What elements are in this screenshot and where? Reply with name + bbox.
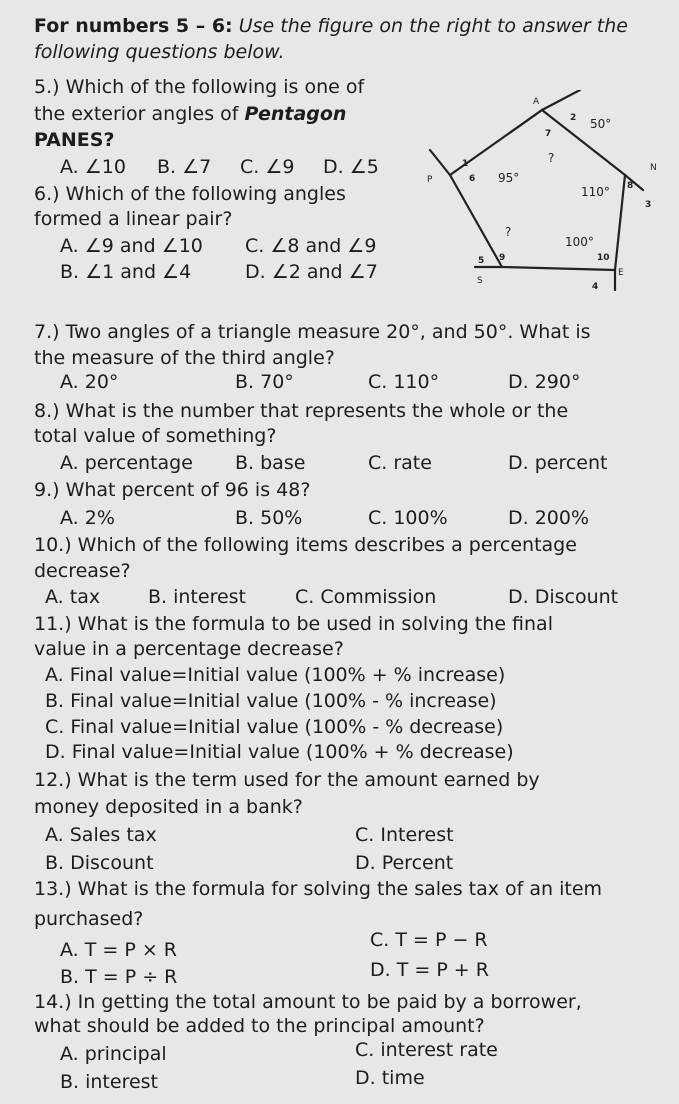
q11-line-2: value in a percentage decrease? — [34, 638, 344, 660]
q7-line-1: 7.) Two angles of a triangle measure 20°, and 50°. What is — [34, 321, 591, 343]
q5-pentagon: Pentagon — [244, 103, 347, 125]
vertex-p: P — [427, 175, 433, 185]
vertex-e: E — [618, 268, 624, 278]
q10-line-1: 10.) Which of the following items describes a percentage — [34, 534, 577, 556]
angle-num-3: 3 — [645, 200, 652, 210]
q7-option-a: A. 20° — [60, 371, 119, 393]
q13-option-c: C. T = P − R — [370, 929, 488, 951]
q11-option-b: B. Final value=Initial value (100% - % increase) — [45, 690, 497, 712]
q9-line-1: 9.) What percent of 96 is 48? — [34, 479, 311, 501]
q10-option-a: A. tax — [45, 586, 101, 608]
q13-line-2: purchased? — [34, 908, 144, 930]
angle-95: 95° — [498, 171, 520, 185]
angle-num-1: 1 — [462, 159, 469, 169]
q14-line-2: what should be added to the principal amount? — [34, 1015, 485, 1037]
q10-line-2: decrease? — [34, 560, 131, 582]
q6-option-d: D. ∠2 and ∠7 — [245, 261, 378, 283]
side-ne — [615, 175, 625, 270]
q9-option-c: C. 100% — [368, 507, 448, 529]
q5-line-2a: the exterior angles of — [34, 103, 245, 125]
q6-line-2: formed a linear pair? — [34, 208, 233, 230]
q8-option-a: A. percentage — [60, 452, 193, 474]
q12-option-b: B. Discount — [45, 852, 154, 874]
q10-option-d: D. Discount — [508, 586, 619, 608]
q13-option-a: A. T = P × R — [60, 939, 178, 961]
instructions-bold: For numbers 5 – 6: — [34, 15, 233, 37]
q7-option-c: C. 110° — [368, 371, 440, 393]
vertex-n: N — [650, 163, 657, 173]
side-es — [502, 267, 615, 270]
angle-unknown-top: ? — [548, 151, 555, 165]
angle-num-9: 9 — [499, 253, 506, 263]
q11-option-a: A. Final value=Initial value (100% + % increase) — [45, 664, 506, 686]
q7-option-d: D. 290° — [508, 371, 581, 393]
vertex-a: A — [533, 97, 540, 107]
angle-num-2: 2 — [570, 113, 577, 123]
q6-option-b: B. ∠1 and ∠4 — [60, 261, 192, 283]
q14-line-1: 14.) In getting the total amount to be paid by a borrower, — [34, 991, 582, 1013]
q14-option-a: A. principal — [60, 1043, 167, 1065]
instructions-line-1 — [34, 14, 628, 38]
side-sp — [450, 175, 502, 267]
angle-num-10: 10 — [597, 253, 610, 263]
q6-option-c: C. ∠8 and ∠9 — [245, 235, 377, 257]
q5-option-c: C. ∠9 — [240, 156, 295, 178]
q12-option-c: C. Interest — [355, 824, 454, 846]
q14-option-b: B. interest — [60, 1071, 159, 1093]
q13-option-d: D. T = P + R — [370, 959, 489, 981]
angle-num-8: 8 — [627, 181, 634, 191]
angle-num-6: 6 — [469, 174, 476, 184]
q12-option-d: D. Percent — [355, 852, 454, 874]
side-an — [542, 110, 625, 175]
q9-option-d: D. 200% — [508, 507, 590, 529]
vertex-s: S — [477, 276, 483, 286]
pentagon-figure — [405, 90, 679, 300]
q11-line-1: 11.) What is the formula to be used in solving the final — [34, 613, 553, 635]
q5-option-d: D. ∠5 — [323, 156, 379, 178]
angle-num-7: 7 — [545, 129, 552, 139]
q12-option-a: A. Sales tax — [45, 824, 157, 846]
q5-line-3: PANES? — [34, 129, 115, 151]
angle-110: 110° — [581, 185, 610, 199]
q8-option-c: C. rate — [368, 452, 432, 474]
ext-a2 — [511, 110, 542, 132]
q7-option-b: B. 70° — [235, 371, 294, 393]
q6-line-1: 6.) Which of the following angles — [34, 183, 346, 205]
q8-option-d: D. percent — [508, 452, 608, 474]
q11-option-c: C. Final value=Initial value (100% - % decrease) — [45, 716, 504, 738]
q7-line-2: the measure of the third angle? — [34, 347, 335, 369]
angle-100: 100° — [565, 235, 594, 249]
q11-option-d: D. Final value=Initial value (100% + % decrease) — [45, 741, 514, 763]
ext-p — [430, 150, 450, 175]
q14-option-c: C. interest rate — [355, 1039, 498, 1061]
q10-option-c: C. Commission — [295, 586, 437, 608]
q5-option-a: A. ∠10 — [60, 156, 126, 178]
ext-a — [542, 90, 580, 110]
q6-option-a: A. ∠9 and ∠10 — [60, 235, 203, 257]
q5-line-2 — [34, 102, 346, 126]
angle-unknown-left: ? — [505, 225, 512, 239]
q13-option-b: B. T = P ÷ R — [60, 966, 178, 988]
q8-line-1: 8.) What is the number that represents the whole or the — [34, 400, 569, 422]
q5-line-1: 5.) Which of the following is one of — [34, 76, 365, 98]
instructions-text: Use the figure on the right to answer the — [238, 15, 628, 37]
q14-option-d: D. time — [355, 1067, 425, 1089]
q10-option-b: B. interest — [148, 586, 247, 608]
q8-line-2: total value of something? — [34, 425, 277, 447]
q9-option-b: B. 50% — [235, 507, 303, 529]
instructions-line-2: following questions below. — [34, 41, 285, 63]
q13-line-1: 13.) What is the formula for solving the sales tax of an item — [34, 878, 603, 900]
q9-option-a: A. 2% — [60, 507, 115, 529]
q12-line-1: 12.) What is the term used for the amount earned by — [34, 769, 540, 791]
q5-option-b: B. ∠7 — [157, 156, 212, 178]
angle-num-5: 5 — [478, 256, 485, 266]
q12-line-2: money deposited in a bank? — [34, 796, 303, 818]
q8-option-b: B. base — [235, 452, 306, 474]
angle-50: 50° — [590, 117, 612, 131]
angle-num-4: 4 — [592, 282, 599, 292]
